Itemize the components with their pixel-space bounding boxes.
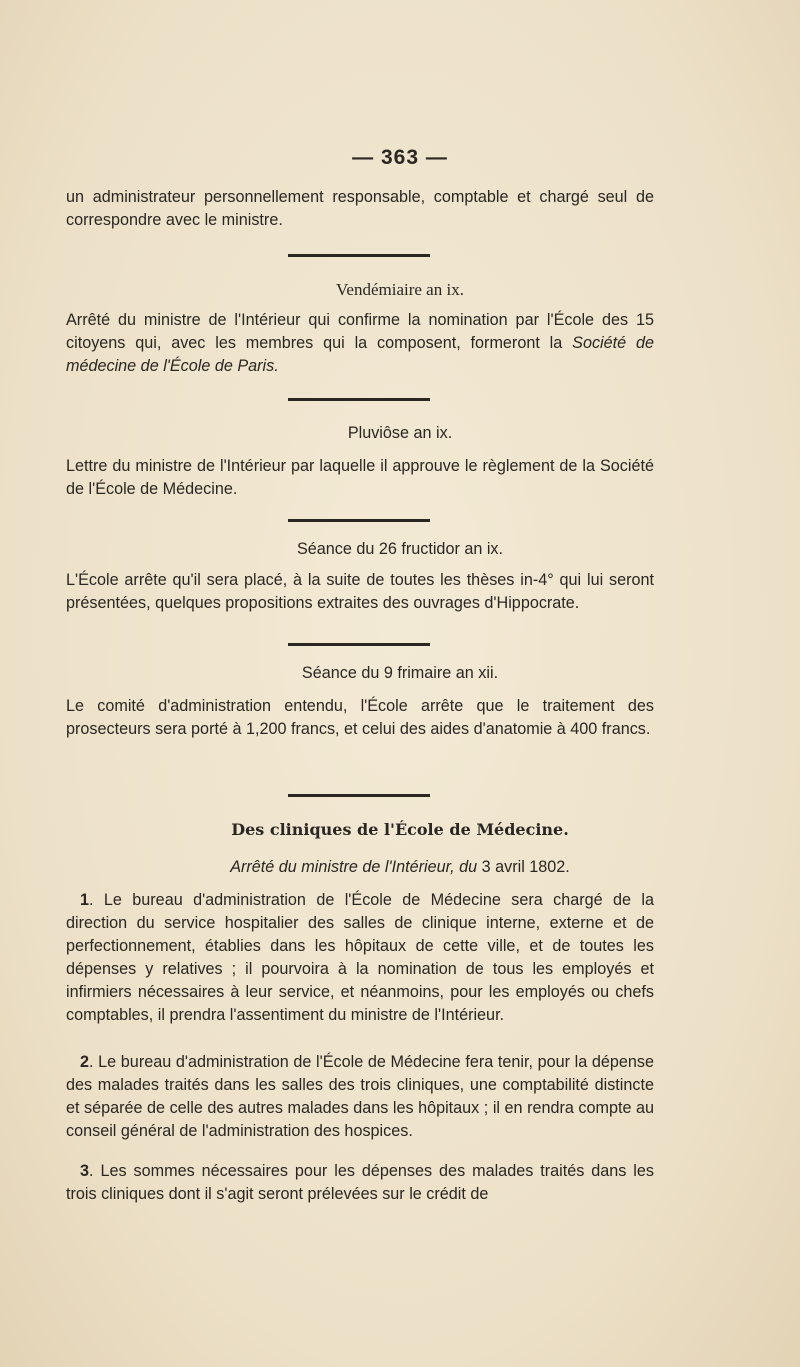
vendemiaire-heading: Vendémiaire an ix. — [336, 280, 464, 299]
vendemiaire-paragraph — [66, 309, 654, 378]
fructidor-paragraph: L'École arrête qu'il sera placé, à la suite de toutes les thèses in-4° qui lui seront présentées, quelques propositions extraites des ouvrages d'Hippocrate. — [66, 571, 654, 612]
arrete-date: 3 avril 1802. — [477, 858, 570, 876]
pluviose-paragraph: Lettre du ministre de l'Intérieur par laquelle il approuve le règlement de la Société de l'École de Médecine. — [66, 457, 654, 498]
article-3-text: . Les sommes nécessaires pour les dépenses des malades traités dans les trois cliniques dont il s'agit seront prélevées sur le crédit de — [66, 1162, 654, 1203]
arrete-subtitle — [0, 856, 800, 879]
societe-name: Société de médecine de l'École de Paris. — [66, 334, 654, 375]
page-number: — 363 — — [352, 146, 448, 169]
article-1-text: . Le bureau d'administration de l'École de Médecine sera chargé de la direction du service hospitalier des salles de clinique interne, externe et de perfectionnement, établies dans les hôpitaux de cette ville, et de toutes les dépenses y relatives ; il pourvoira à la nomination de tous les employés et infirmiers nécessaires à leur service, et néanmoins, pour les employés ou chefs comptables, il prendra l'assentiment du ministre de l'Intérieur. — [66, 891, 654, 1024]
frimaire-heading: Séance du 9 frimaire an xii. — [301, 664, 499, 682]
frimaire-paragraph: Le comité d'administration entendu, l'École arrête que le traitement des prosecteurs sera porté à 1,200 francs, et celui des aides d'anatomie à 400 francs. — [66, 697, 654, 738]
article-1 — [66, 889, 654, 1027]
separator-rule — [288, 643, 430, 646]
article-2-text: . Le bureau d'administration de l'École de Médecine fera tenir, pour la dépense des malades traités dans les salles des trois cliniques, une comptabilité distincte et séparée de celle des autres malades dans les hôpitaux ; il en rendra compte au conseil général de l'administration des hospices. — [66, 1053, 654, 1140]
article-2-number: 2 — [80, 1053, 90, 1071]
separator-rule — [288, 794, 430, 797]
article-3-number: 3 — [80, 1162, 90, 1180]
separator-rule — [288, 519, 430, 522]
article-1-number: 1 — [80, 891, 90, 909]
article-3 — [66, 1160, 654, 1206]
pluviose-heading: Pluviôse an ix. — [347, 424, 453, 442]
intro-paragraph: un administrateur personnellement responsable, comptable et chargé seul de correspondre avec le ministre. — [66, 188, 654, 229]
article-2 — [66, 1051, 654, 1143]
vendemiaire-text: Arrêté du ministre de l'Intérieur qui confirme la nomination par l'École des 15 citoyens qui, avec les membres qui la composent, formeront la — [66, 311, 654, 352]
arrete-italic: Arrêté du ministre de l'Intérieur, du — [230, 858, 478, 876]
separator-rule — [288, 254, 430, 257]
fructidor-heading: Séance du 26 fructidor an ix. — [296, 540, 504, 558]
section-title: Des cliniques de l'École de Médecine. — [231, 820, 569, 839]
separator-rule — [288, 398, 430, 401]
